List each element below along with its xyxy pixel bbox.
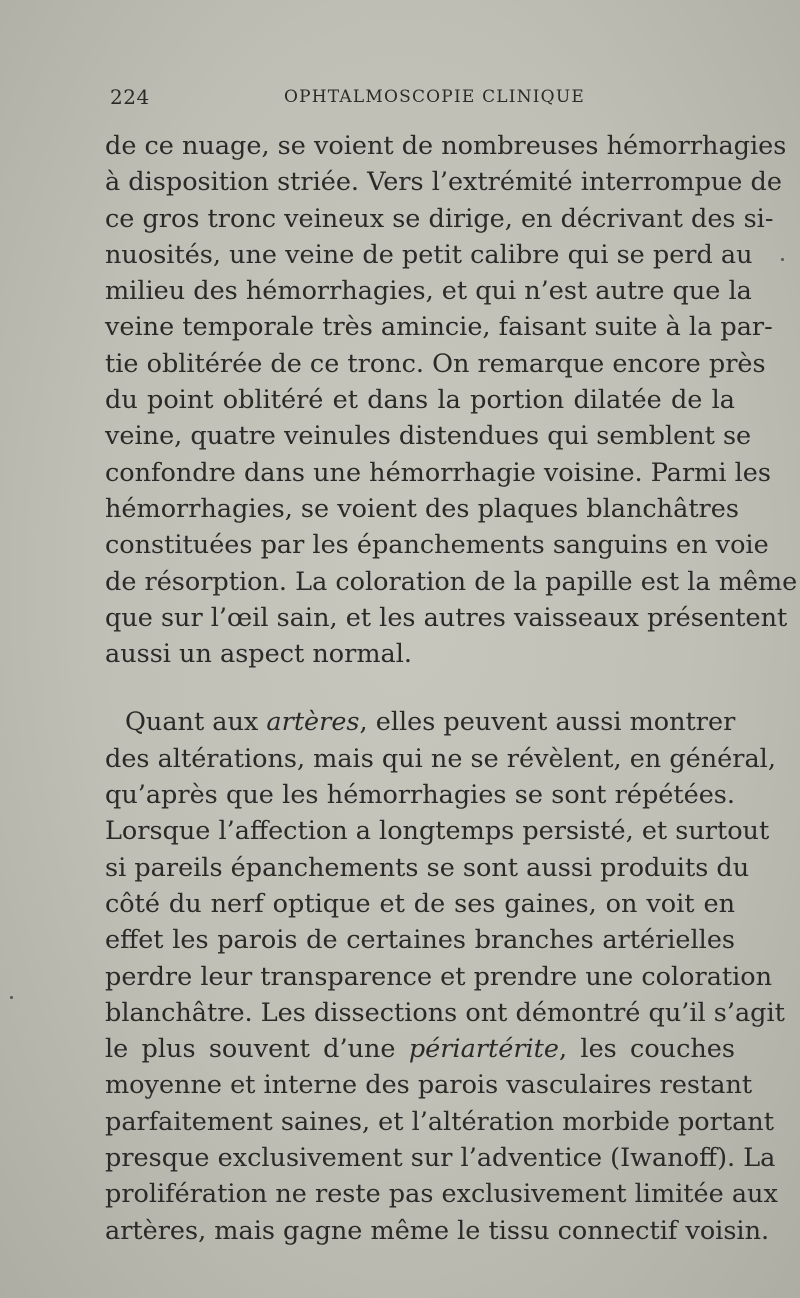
italic-term: artères xyxy=(266,707,360,738)
text-line xyxy=(105,1031,735,1067)
text-line: artères, mais gagne même le tissu connectif voisin. xyxy=(105,1215,770,1246)
text-run: Quant aux xyxy=(125,707,267,738)
text-line: côté du nerf optique et de ses gaines, on voit en xyxy=(105,888,735,919)
text-line: aussi un aspect normal. xyxy=(105,639,412,670)
text-line: perdre leur transparence et prendre une coloration xyxy=(105,961,773,992)
text-line: ce gros tronc veineux se dirige, en décrivant des si- xyxy=(105,203,774,234)
text-line: Lorsque l’affection a longtemps persisté, et surtout xyxy=(105,816,770,847)
text-line: que sur l’œil sain, et les autres vaisseaux présentent xyxy=(105,602,788,633)
page-header xyxy=(110,85,710,115)
paper-speck xyxy=(10,996,13,999)
text-line: qu’après que les hémorrhagies se sont répétées. xyxy=(105,780,735,811)
text-line: veine temporale très amincie, faisant suite à la par- xyxy=(105,312,773,343)
text-line: de ce nuage, se voient de nombreuses hémorrhagies xyxy=(105,131,787,161)
text-run: le plus souvent d’une xyxy=(105,1034,409,1065)
text-line: milieu des hémorrhagies, et qui n’est autre que la xyxy=(105,276,752,307)
body-text xyxy=(105,128,798,1249)
paragraph-spacer xyxy=(105,672,735,704)
text-line: moyenne et interne des parois vasculaires restant xyxy=(105,1070,753,1101)
text-run: , elles peuvent aussi montrer xyxy=(359,707,736,738)
text-line: tie oblitérée de ce tronc. On remarque encore près xyxy=(105,348,766,379)
text-line: blanchâtre. Les dissections ont démontré qu’il s’agit xyxy=(105,997,785,1028)
text-line: du point oblitéré et dans la portion dilatée de la xyxy=(105,385,735,416)
paragraph-2 xyxy=(105,704,785,1248)
text-line: veine, quatre veinules distendues qui semblent se xyxy=(105,421,752,452)
text-line: nuosités, une veine de petit calibre qui se perd au xyxy=(105,239,753,270)
paragraph-1 xyxy=(105,128,798,672)
text-line xyxy=(105,704,735,740)
text-line: parfaitement saines, et l’altération morbide portant xyxy=(105,1106,774,1137)
text-line: prolifération ne reste pas exclusivement limitée aux xyxy=(105,1179,778,1210)
text-line: de résorption. La coloration de la papille est la même xyxy=(105,566,798,597)
page-number: 224 xyxy=(110,85,150,109)
text-line: confondre dans une hémorrhagie voisine. Parmi les xyxy=(105,457,771,488)
text-line: à disposition striée. Vers l’extrémité interrompue de xyxy=(105,167,782,198)
paper-speck xyxy=(781,258,784,261)
text-line: hémorrhagies, se voient des plaques blanchâtres xyxy=(105,493,739,524)
text-line: presque exclusivement sur l’adventice (Iwanoff). La xyxy=(105,1143,776,1174)
italic-term: périartérite xyxy=(408,1034,560,1065)
text-line: si pareils épanchements se sont aussi produits du xyxy=(105,852,750,883)
text-line: effet les parois de certaines branches artérielles xyxy=(105,925,735,956)
text-line: constituées par les épanchements sanguins en voie xyxy=(105,530,769,561)
text-run: , les couches xyxy=(559,1034,735,1065)
running-title: OPHTALMOSCOPIE CLINIQUE xyxy=(284,87,585,107)
text-line: des altérations, mais qui ne se révèlent, en général, xyxy=(105,743,776,774)
